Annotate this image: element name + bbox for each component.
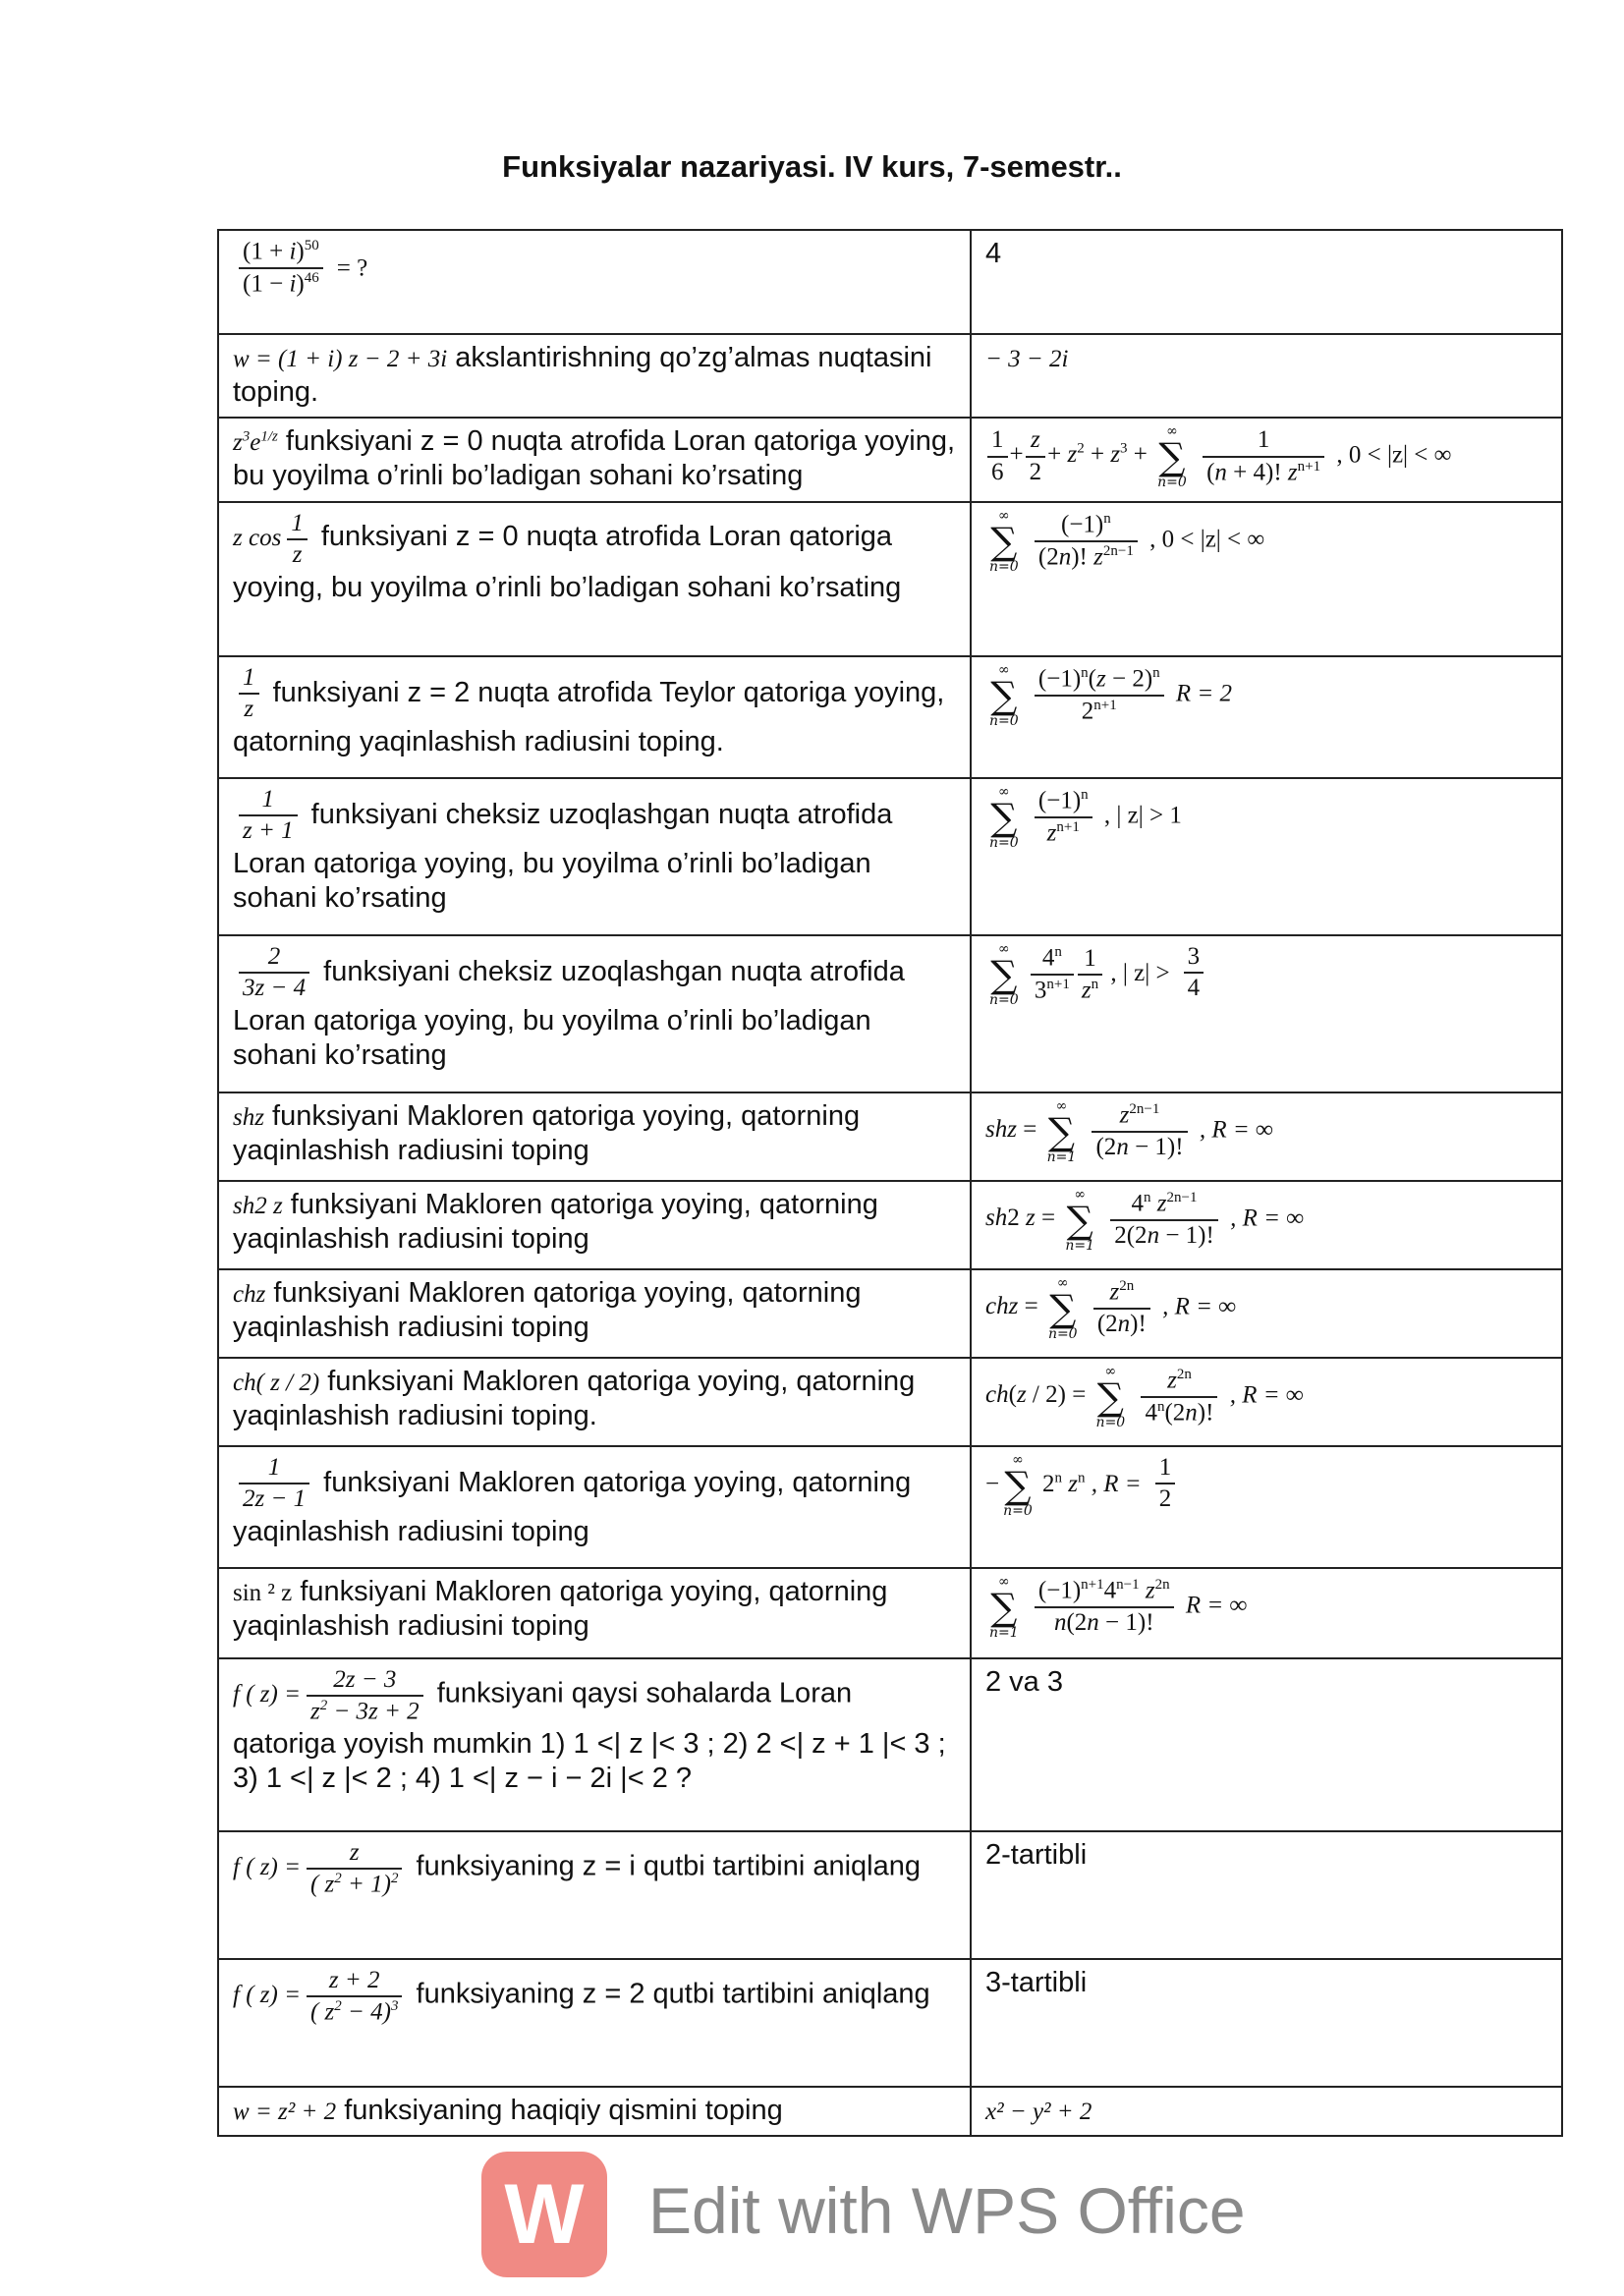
answer-formula: sh2 z = ∞ ∑ n=1 $\frac{4^n z^{2n-1}}{2(2n - 1)!}$ (985, 1204, 1230, 1231)
answer-cell (971, 502, 1562, 656)
page-title: Funksiyalar nazariyasi. IV kurs, 7-semestr.. (502, 149, 1122, 184)
question-cell (218, 1568, 971, 1658)
question-text: funksiyani qaysi sohalarda Loran qatoriga yoyish mumkin 1) 1 <| z |< 3 ; 2) 2 <| z + 1 |< 3 ; 3) 1 <| z |< 2 ; 4) 1 <| z − i − 2i |< 2 ? (233, 1677, 946, 1795)
question-text: funksiyaning z = 2 qutbi tartibini aniqlang (416, 1978, 930, 2010)
answer-formula: ∞ ∑ n=0 $\frac{4^n}{3^{n+1}}$ $\frac{1}{z^n}$ (985, 960, 1110, 986)
answer-cell (971, 935, 1562, 1092)
answer-domain-fraction: $\frac{3}{4}$ (1184, 942, 1204, 1004)
question-cell (218, 656, 971, 778)
answer-radius: R = ∞ (1185, 1592, 1248, 1619)
formula: $\frac{1}{z + 1}$ (239, 785, 298, 847)
answer-radius: R = 2 (1175, 680, 1233, 707)
answer-formula: ∞ ∑ n=1 $\frac{(-1)^{n+1}4^{n-1} z^{2n}}{n(2n - 1)!}$ (985, 1592, 1186, 1618)
formula: f ( z) = $\frac{z}{( z^2 + 1)^2}$ (233, 1854, 408, 1880)
question-text: funksiyaning z = i qutbi tartibini aniqlang (416, 1850, 921, 1882)
table-row (218, 935, 1562, 1092)
formula: sh2 z (233, 1192, 283, 1219)
table-row (218, 1568, 1562, 1658)
table-row (218, 1446, 1562, 1568)
table-row (218, 1269, 1562, 1358)
answer-cell (971, 230, 1562, 334)
table-row (218, 418, 1562, 502)
question-cell (218, 1269, 971, 1358)
table-row (218, 1358, 1562, 1446)
answer-radius: , R = ∞ (1229, 1381, 1304, 1409)
answer-text: − 3 − 2i (985, 346, 1069, 372)
table-row (218, 2087, 1562, 2136)
question-text: funksiyani Makloren qatoriga yoying, qatorning yaqinlashish radiusini toping (233, 1099, 861, 1167)
question-text: funksiyani cheksiz uzoqlashgan nuqta atrofida Loran qatoriga yoying, bu yoyilma o’rinli bo’ladigan sohani ko’rsating (233, 798, 893, 915)
answer-domain: , 0 < |z| < ∞ (1149, 526, 1265, 553)
question-cell (218, 935, 971, 1092)
question-cell (218, 1092, 971, 1181)
answer-text: x² − y² + 2 (985, 2098, 1092, 2125)
answer-cell (971, 778, 1562, 935)
answer-cell (971, 1959, 1562, 2087)
answer-cell (971, 1831, 1562, 1959)
answer-cell (971, 418, 1562, 502)
question-cell (218, 1658, 971, 1831)
question-cell (218, 778, 971, 935)
formula: $\frac{2}{3z - 4}$ (239, 942, 309, 1004)
table-row (218, 778, 1562, 935)
formula: z cos $\frac{1}{z}$ (233, 525, 313, 551)
formula: chz (233, 1280, 266, 1308)
answer-cell (971, 334, 1562, 418)
answer-formula: ch(z / 2) = ∞ ∑ n=0 $\frac{z^{2n}}{4^n(2n)!}$ (985, 1381, 1230, 1408)
wps-logo-icon: W (481, 2152, 607, 2277)
answer-text: 3-tartibli (985, 1966, 1088, 1998)
answer-cell (971, 1269, 1562, 1358)
answer-text: 2-tartibli (985, 1838, 1088, 1871)
question-cell (218, 1446, 971, 1568)
question-text: = ? (336, 254, 368, 282)
formula: $\frac{(1 + i)^{50}}{(1 - i)^{46}}$ (239, 237, 323, 300)
question-cell (218, 1358, 971, 1446)
question-cell (218, 1959, 971, 2087)
question-text: funksiyani Makloren qatoriga yoying, qatorning yaqinlashish radiusini toping (233, 1466, 912, 1547)
answer-formula: ∞ ∑ n=0 $\frac{(-1)^n(z - 2)^n}{2^{n+1}}$ (985, 680, 1176, 706)
answer-text: 4 (985, 238, 1002, 269)
formula: w = (1 + i) z − 2 + 3i (233, 346, 448, 372)
answer-cell (971, 1568, 1562, 1658)
question-cell (218, 418, 971, 502)
table-row (218, 502, 1562, 656)
table-row (218, 1959, 1562, 2087)
question-text: akslantirishning qo’zg’almas nuqtasini toping. (233, 342, 932, 409)
table-row (218, 334, 1562, 418)
answer-domain: , | z| > 1 (1103, 802, 1182, 829)
answer-formula: chz = ∞ ∑ n=0 $\frac{z^{2n}}{(2n)!}$ (985, 1293, 1162, 1319)
formula: $z^3e^{1/z}$ (233, 428, 278, 456)
question-text: funksiyani Makloren qatoriga yoying, qatorning yaqinlashish radiusini toping (233, 1188, 878, 1256)
formula: sin ² z (233, 1579, 293, 1606)
question-table (217, 229, 1563, 2137)
question-cell (218, 1831, 971, 1959)
question-text: funksiyani z = 0 nuqta atrofida Loran qatoriga yoying, bu yoyilma o’rinli bo’ladigan sohani ko’rsating (233, 424, 956, 492)
question-text: funksiyaning haqiqiy qismini toping (344, 2094, 783, 2126)
answer-formula: ∞ ∑ n=0 $\frac{(-1)^n}{(2n)! z^{2n-1}}$ (985, 526, 1149, 552)
answer-radius: , R = ∞ (1230, 1204, 1305, 1232)
answer-formula: $\frac{1}{6}$ + $\frac{z}{2}$ + $z^2 + z^3$ + ∞ ∑ n=0 $\frac{1}{(n + 4)! z^{n+1}}$ (985, 441, 1336, 468)
table-row (218, 1092, 1562, 1181)
wps-watermark (481, 2152, 1246, 2279)
watermark-text: Edit with WPS Office (648, 2174, 1246, 2247)
question-text: funksiyani z = 2 nuqta atrofida Teylor qatoriga yoying, qatorning yaqinlashish radiusini toping. (233, 676, 945, 757)
table-row (218, 230, 1562, 334)
formula: w = z² + 2 (233, 2098, 337, 2125)
question-cell (218, 1181, 971, 1269)
answer-radius: , R = ∞ (1199, 1116, 1273, 1144)
answer-domain: , | z| > (1110, 959, 1170, 986)
formula: $\frac{1}{z}$ (239, 663, 259, 725)
table-row (218, 656, 1562, 778)
answer-text: 2 va 3 (985, 1665, 1063, 1698)
formula: shz (233, 1103, 264, 1131)
answer-formula: − ∞ ∑ n=0 2$^n$ $z^n$ (985, 1452, 1086, 1520)
question-cell (218, 502, 971, 656)
table-row (218, 1181, 1562, 1269)
answer-cell (971, 1658, 1562, 1831)
formula: ch( z / 2) (233, 1369, 320, 1396)
answer-cell (971, 1092, 1562, 1181)
answer-radius: , R = (1091, 1470, 1142, 1497)
question-text: funksiyani Makloren qatoriga yoying, qatorning yaqinlashish radiusini toping (233, 1276, 862, 1344)
answer-cell (971, 656, 1562, 778)
formula: $\frac{1}{2z - 1}$ (239, 1453, 309, 1515)
question-cell (218, 230, 971, 334)
answer-cell (971, 1181, 1562, 1269)
question-text: funksiyani Makloren qatoriga yoying, qatorning yaqinlashish radiusini toping (233, 1575, 888, 1643)
formula: f ( z) = $\frac{2z - 3}{z^2 - 3z + 2}$ (233, 1681, 429, 1708)
answer-cell (971, 1446, 1562, 1568)
question-cell (218, 334, 971, 418)
answer-cell (971, 2087, 1562, 2136)
answer-domain: , 0 < |z| < ∞ (1336, 441, 1452, 469)
table-row (218, 1831, 1562, 1959)
question-text: funksiyani z = 0 nuqta atrofida Loran qatoriga yoying, bu yoyilma o’rinli bo’ladigan sohani ko’rsating (233, 520, 902, 603)
answer-radius-fraction: $\frac{1}{2}$ (1155, 1453, 1176, 1515)
table-row (218, 1658, 1562, 1831)
answer-formula: shz = ∞ ∑ n=1 $\frac{z^{2n-1}}{(2n - 1)!}$ (985, 1116, 1200, 1143)
question-cell (218, 2087, 971, 2136)
formula: f ( z) = $\frac{z + 2}{( z^2 - 4)^3}$ (233, 1982, 408, 2008)
answer-radius: , R = ∞ (1162, 1293, 1237, 1320)
answer-cell (971, 1358, 1562, 1446)
answer-formula: ∞ ∑ n=0 $\frac{(-1)^n}{z^{n+1}}$ (985, 802, 1104, 828)
question-text: funksiyani cheksiz uzoqlashgan nuqta atrofida Loran qatoriga yoying, bu yoyilma o’rinli bo’ladigan sohani ko’rsating (233, 955, 905, 1072)
question-text: funksiyani Makloren qatoriga yoying, qatorning yaqinlashish radiusini toping. (233, 1365, 916, 1432)
